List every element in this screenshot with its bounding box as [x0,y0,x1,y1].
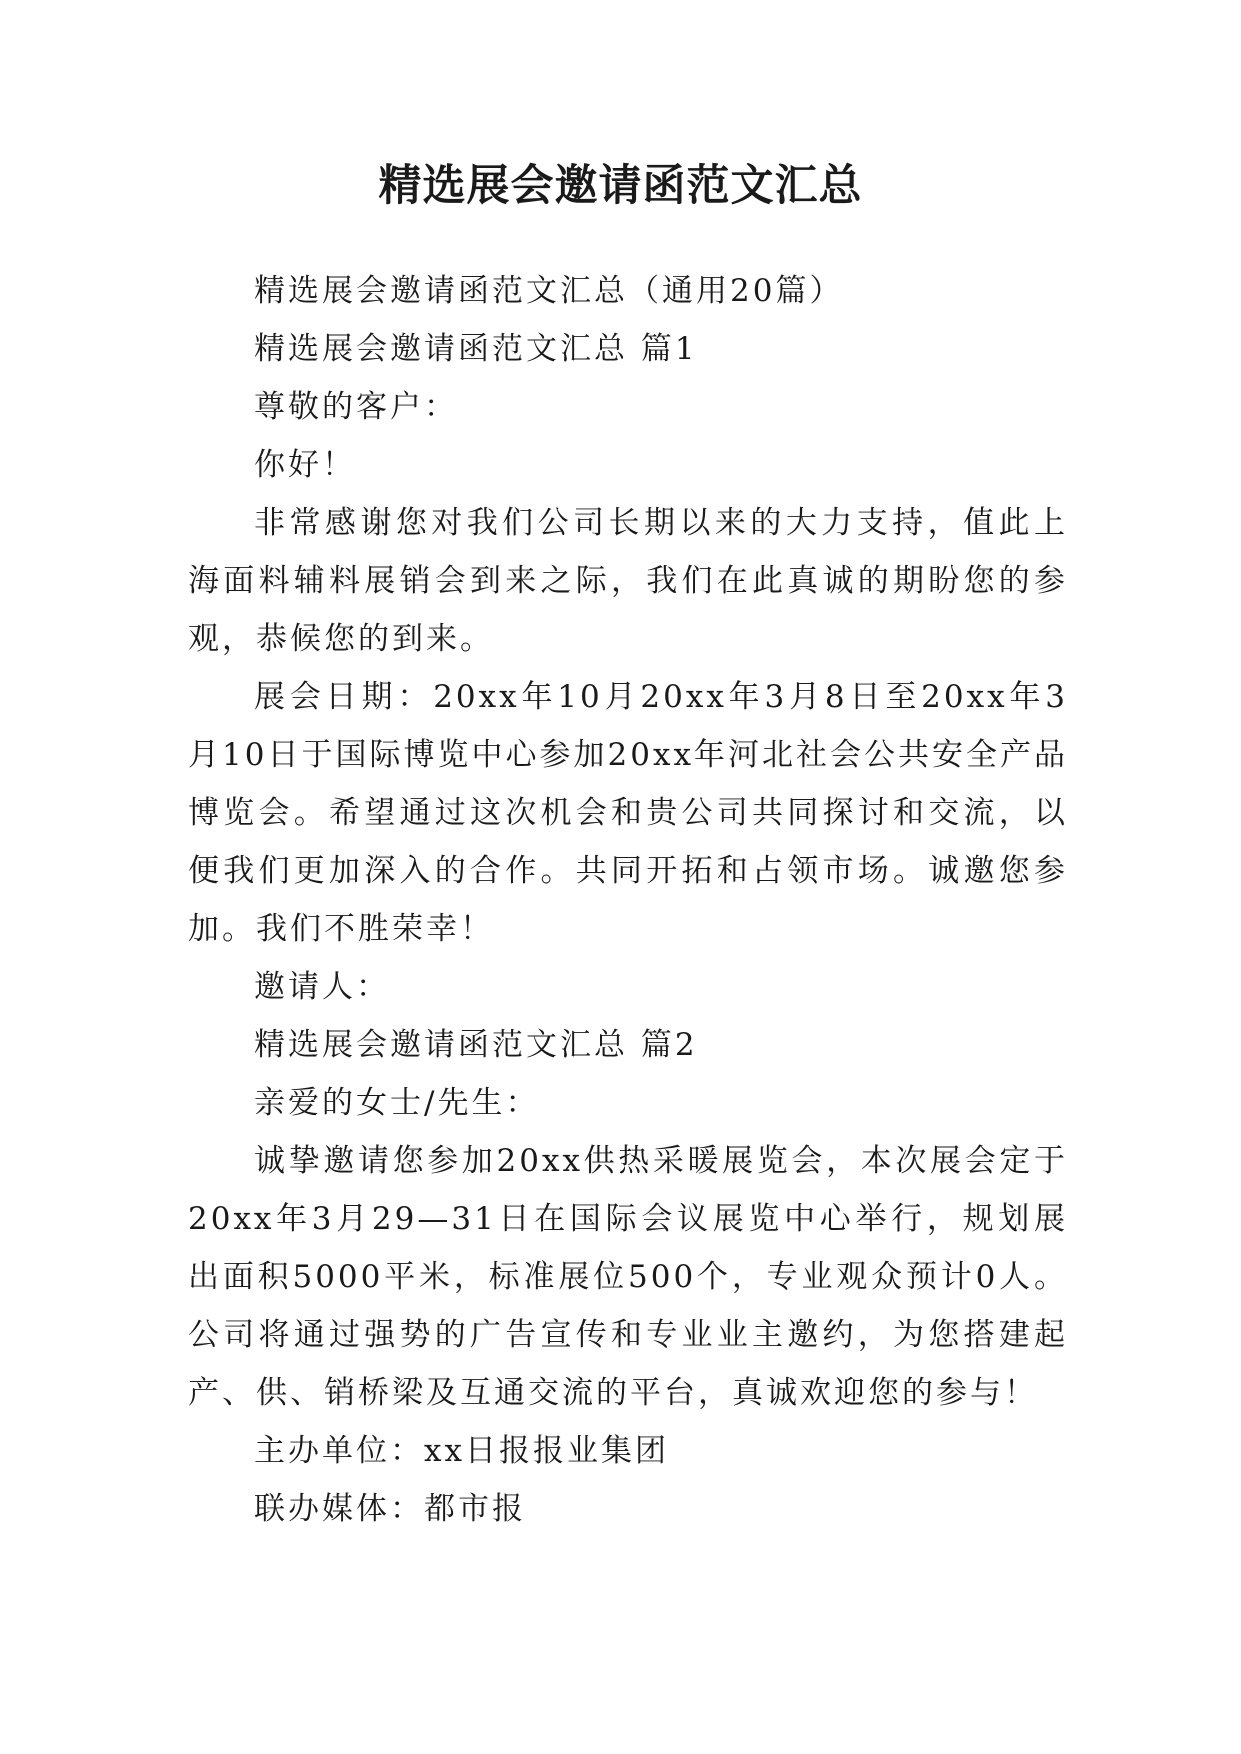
paragraph-salutation: 尊敬的客户： [254,389,458,425]
paragraph-invitation-body: 诚挚邀请您参加20xx供热采暖展览会，本次展会定于20xx年3月29—31日在国际会议展览中心举行，规划展出面积5000平米，标准展位500个，专业观众预计0人。公司将通过强势的广告宣传和专业业主邀约，为您搭建起产、供、销桥梁及互通交流的平台，真诚欢迎您的参与！ [188,1143,1068,1411]
paragraph-salutation-2: 亲爱的女士/先生： [254,1085,540,1121]
paragraph-section-2-heading: 精选展会邀请函范文汇总 篇2 [254,1027,698,1063]
paragraph-subtitle: 精选展会邀请函范文汇总（通用20篇） [254,273,844,309]
paragraph-greeting: 你好！ [254,447,356,483]
document-title: 精选展会邀请函范文汇总 [378,161,863,211]
paragraph-organizer: 主办单位：xx日报报业集团 [254,1433,669,1469]
paragraph-exhibition-dates: 展会日期：20xx年10月20xx年3月8日至20xx年3月10日于国际博览中心参加20xx年河北社会公共安全产品博览会。希望通过这次机会和贵公司共同探讨和交流，以便我们更加深入的合作。共同开拓和占领市场。诚邀您参加。我们不胜荣幸！ [188,679,1068,947]
paragraph-thanks: 非常感谢您对我们公司长期以来的大力支持，值此上海面料辅料展销会到来之际，我们在此真诚的期盼您的参观，恭候您的到来。 [188,505,1068,657]
document-body [188,262,1068,1538]
paragraph-co-media: 联办媒体：都市报 [254,1491,526,1527]
paragraph-inviter: 邀请人： [254,969,390,1005]
paragraph-section-1-heading: 精选展会邀请函范文汇总 篇1 [254,331,698,367]
